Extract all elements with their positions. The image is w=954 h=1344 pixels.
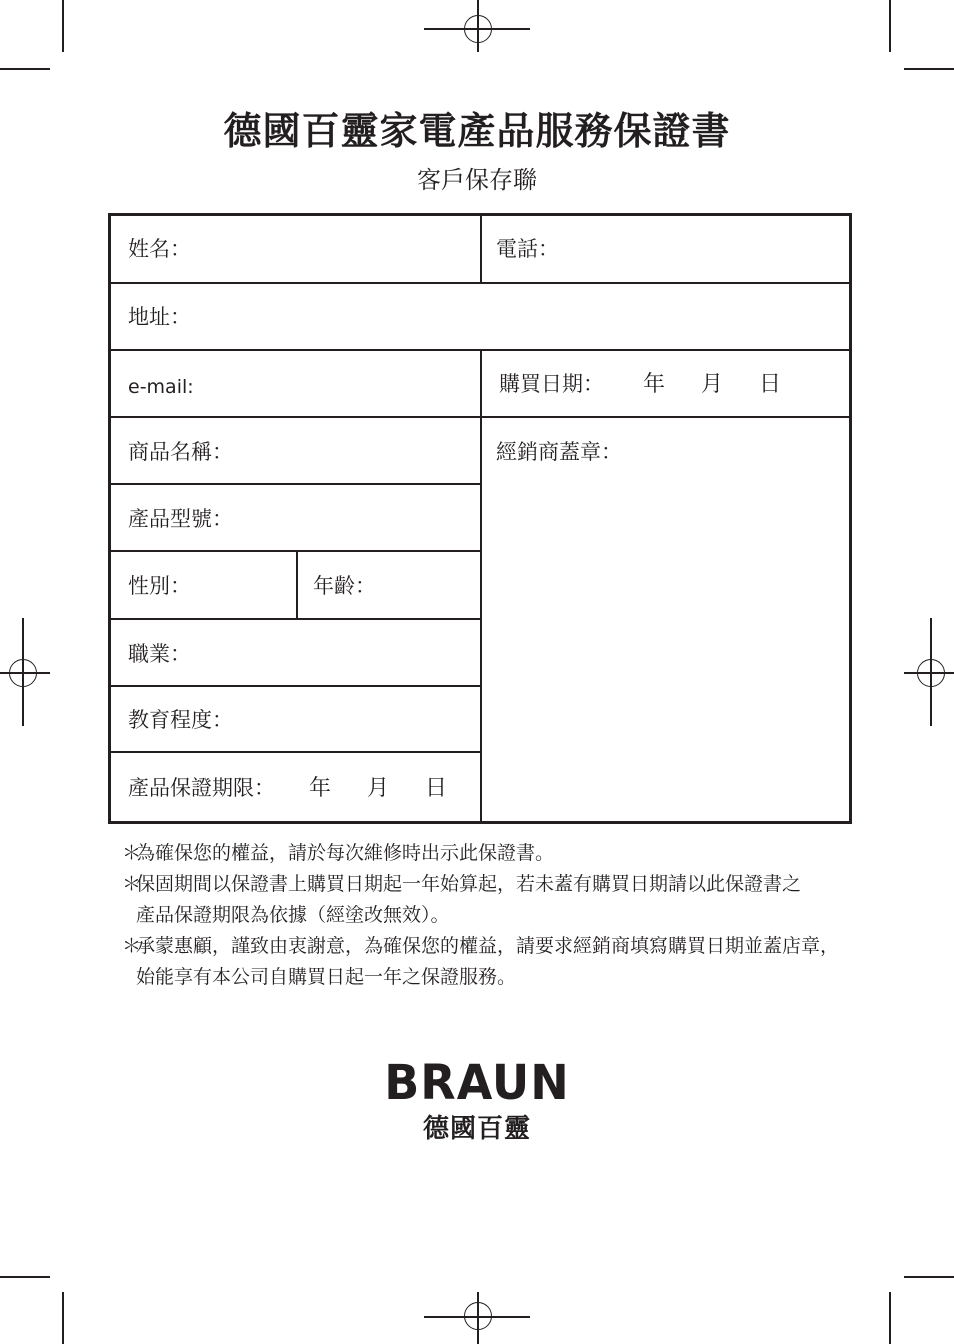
name-label: 姓名： — [128, 237, 191, 261]
row-divider — [111, 483, 481, 485]
page-title: 德國百靈家電產品服務保證書 — [223, 109, 731, 153]
occupation-label: 職業： — [128, 642, 191, 666]
note-text: 始能享有本公司自購買日起一年之保證服務。 — [136, 966, 517, 988]
note-item — [122, 869, 842, 931]
phone-label: 電話： — [496, 237, 559, 261]
dealer-stamp-label: 經銷商蓋章： — [496, 440, 622, 464]
purchase-date-label: 購買日期： — [499, 372, 604, 396]
brand-name-zh: 德國百靈 — [422, 1114, 531, 1144]
note-text: 為確保您的權益，請於每次維修時出示此保證書。 — [136, 842, 555, 864]
warranty-period-label: 產品保證期限： — [128, 776, 275, 800]
asterisk-icon: ＊ — [122, 935, 142, 957]
asterisk-icon: ＊ — [122, 873, 142, 895]
row-divider — [111, 282, 849, 284]
column-divider — [296, 550, 298, 618]
education-label: 教育程度： — [128, 708, 233, 732]
braun-logo: BRAUN — [384, 1053, 570, 1111]
row-divider — [111, 751, 481, 753]
column-divider — [480, 349, 482, 821]
notes-list — [122, 838, 842, 993]
warranty-year-unit: 年 — [309, 776, 332, 801]
page-subtitle: 客戶保存聯 — [417, 166, 537, 194]
purchase-day-unit: 日 — [759, 372, 782, 397]
asterisk-icon: ＊ — [122, 842, 142, 864]
warranty-day-unit: 日 — [425, 776, 448, 801]
column-divider — [480, 216, 482, 282]
note-text: 保固期間以保證書上購買日期起一年始算起，若未蓋有購買日期請以此保證書之 — [136, 873, 802, 895]
warranty-month-unit: 月 — [367, 776, 390, 801]
note-text: 承蒙惠顧，謹致由衷謝意，為確保您的權益，請要求經銷商填寫購買日期並蓋店章， — [136, 935, 840, 957]
note-item — [122, 931, 842, 993]
age-label: 年齡： — [313, 574, 376, 598]
note-item — [122, 838, 842, 869]
row-divider — [111, 618, 481, 620]
email-label: e-mail: — [128, 376, 194, 398]
product-name-label: 商品名稱： — [128, 440, 233, 464]
warranty-form — [108, 213, 852, 824]
address-label: 地址： — [128, 305, 191, 329]
gender-label: 性別： — [128, 574, 191, 598]
purchase-year-unit: 年 — [643, 372, 666, 397]
model-label: 產品型號： — [128, 507, 233, 531]
row-divider — [111, 685, 481, 687]
purchase-month-unit: 月 — [701, 372, 724, 397]
note-text: 產品保證期限為依據（經塗改無效）。 — [136, 904, 450, 926]
